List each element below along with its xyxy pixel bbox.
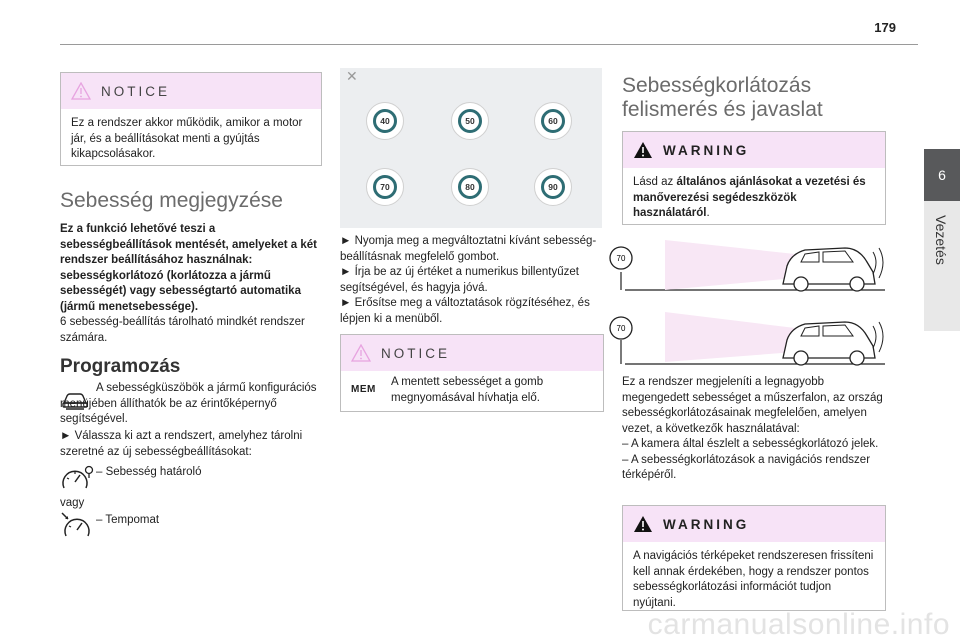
step-text: Nyomja meg a megváltoztatni kívánt sebesség-beállításnak megfelelő gombot. <box>340 235 597 263</box>
warning-triangle-icon <box>633 515 653 533</box>
warning-box-2 <box>622 505 886 611</box>
warning-text-end: . <box>706 207 710 219</box>
recognition-description <box>622 375 884 484</box>
step-item <box>340 265 602 296</box>
bullet-arrow-icon: ► <box>60 430 72 442</box>
speed-button-2-value: 50 <box>458 109 482 133</box>
or-label: vagy <box>60 497 85 509</box>
car-headlight-illustration-2 <box>605 306 890 374</box>
cruise-control-icon <box>60 510 94 540</box>
warning-bold-text: általános ajánlásokat a vezetési és manőverezési segédeszközök használatáról <box>633 176 866 219</box>
warning-title: WARNING <box>663 516 750 532</box>
description-text: Ez a rendszer megjeleníti a legnagyobb megengedett sebességet a műszerfalon, az ország sebességkorlátozásainak megfelelően, amelyen vezet, a következők használatával: <box>622 376 883 435</box>
speed-button-4[interactable] <box>366 168 404 206</box>
bullet-arrow-icon: ► <box>340 266 352 278</box>
speed-sign-value: 70 <box>616 324 626 333</box>
warning-header <box>623 506 885 542</box>
notice-triangle-icon <box>71 82 91 100</box>
warning-title: WARNING <box>663 142 750 158</box>
warning-body <box>623 168 885 230</box>
notice-header <box>341 335 603 371</box>
watermark: carmanualsonline.info <box>647 608 950 641</box>
notice-header <box>61 73 321 109</box>
speed-button-3-value: 60 <box>541 109 565 133</box>
prog-step <box>60 429 322 460</box>
source-navigation: – A sebességkorlátozások a navigációs rendszer térképéről. <box>622 453 871 481</box>
speed-limiter-icon <box>60 464 94 492</box>
intro-plain-text: 6 sebesség-beállítás tárolható mindkét rendszer számára. <box>60 316 305 344</box>
notice-box-left <box>60 72 322 166</box>
bullet-arrow-icon: ► <box>340 235 352 247</box>
notice-title: NOTICE <box>101 83 171 99</box>
prog-step-text: Válassza ki azt a rendszert, amelyhez tárolni szeretné az új sebességbeállításokat: <box>60 430 303 458</box>
step-item <box>340 296 602 327</box>
warning-body: A navigációs térképeket rendszeresen frissíteni kell annak érdekében, hogy a rendszer pontos sebességkorlátozási információt tudjon nyújtani. <box>633 550 874 609</box>
warning-box-1 <box>622 131 886 225</box>
header-rule <box>60 44 918 45</box>
mem-button-label: MEM <box>351 384 376 395</box>
step-text: Írja be az új értéket a numerikus billentyűzet segítségével, és hagyja jóvá. <box>340 266 579 294</box>
speed-button-6[interactable] <box>534 168 572 206</box>
prog-text: A sebességküszöbök a jármű konfigurációs menüjében állíthatók be az érintőképernyő segítségével. <box>60 382 317 425</box>
page-number: 179 <box>874 20 896 35</box>
speed-button-6-value: 90 <box>541 175 565 199</box>
source-camera: – A kamera által észlelt a sebességkorlátozó jelek. <box>622 438 879 450</box>
speed-button-4-value: 70 <box>373 175 397 199</box>
notice-title: NOTICE <box>381 345 451 361</box>
speed-button-2[interactable] <box>451 102 489 140</box>
step-item <box>340 234 602 265</box>
car-headlight-illustration-1 <box>605 232 890 300</box>
steps-list <box>340 234 602 327</box>
notice-triangle-icon <box>351 344 371 362</box>
limiter-label: – Sebesség határoló <box>96 466 202 478</box>
notice-box-middle <box>340 334 604 412</box>
notice-content <box>341 371 603 410</box>
warning-header <box>623 132 885 168</box>
chapter-label: Vezetés <box>933 215 949 265</box>
notice-body: Ez a rendszer akkor működik, amikor a motor jár, és a beállításokat menti a gyújtás kikapcsolásakor. <box>71 117 303 160</box>
chapter-number-tab[interactable]: 6 <box>924 149 960 201</box>
speed-button-5[interactable] <box>451 168 489 206</box>
intro-bold-text: Ez a funkció lehetővé teszi a sebességbeállítások mentését, amelyeket a két rendszer beállításához használnak: sebességkorlátozó (korlátozza a jármű sebességét) vagy sebességtartó automatika (jármű menetsebessége). <box>60 223 317 313</box>
warning-text: Lásd az <box>633 176 677 188</box>
section-title-speed-recognition: Sebességkorlátozás felismerés és javaslat <box>622 74 823 121</box>
speed-button-5-value: 80 <box>458 175 482 199</box>
bullet-arrow-icon: ► <box>340 297 352 309</box>
warning-triangle-icon <box>633 141 653 159</box>
speed-button-3[interactable] <box>534 102 572 140</box>
speed-button-1-value: 40 <box>373 109 397 133</box>
speed-buttons-screen <box>340 68 602 228</box>
speed-sign-value: 70 <box>616 254 626 263</box>
close-icon[interactable]: ✕ <box>346 68 358 84</box>
speed-memo-intro <box>60 222 322 346</box>
notice-body: A mentett sebességet a gomb megnyomásával hívhatja elő. <box>391 376 544 404</box>
speed-button-1[interactable] <box>366 102 404 140</box>
step-text: Erősítse meg a változtatások rögzítéséhez, és lépjen ki a menüből. <box>340 297 590 325</box>
cruise-label: – Tempomat <box>96 514 160 526</box>
section-title-speed-memo: Sebesség megjegyzése <box>60 189 283 212</box>
chapter-side-tab <box>924 201 960 331</box>
programming-title: Programozás <box>60 356 181 377</box>
